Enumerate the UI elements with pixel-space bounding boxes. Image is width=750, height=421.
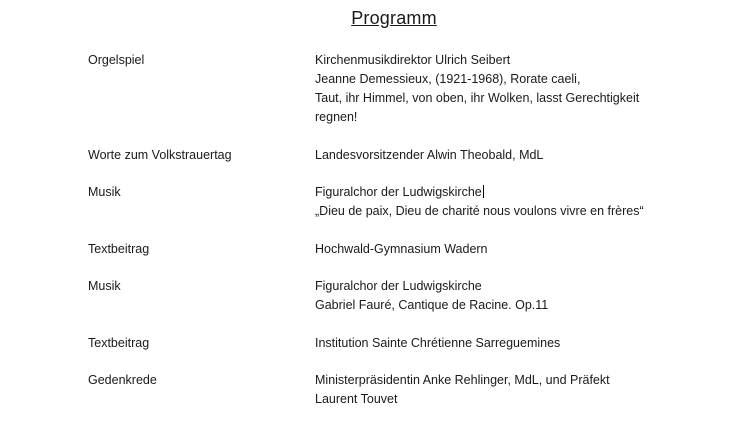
row-label: Musik <box>88 279 121 293</box>
content-line: Figuralchor der Ludwigskirche <box>315 185 482 199</box>
content-line: Institution Sainte Chrétienne Sarreguemines <box>315 336 561 350</box>
row-content <box>315 51 735 127</box>
row-content <box>315 371 735 409</box>
row-label: Worte zum Volkstrauertag <box>88 148 232 162</box>
title-text: Programm <box>351 8 437 28</box>
row-label: Textbeitrag <box>88 242 150 256</box>
text-cursor <box>483 185 484 198</box>
content-line: Kirchenmusikdirektor Ulrich Seibert <box>315 53 511 67</box>
content-line: Figuralchor der Ludwigskirche <box>315 279 482 293</box>
content-line: regnen! <box>315 110 358 124</box>
page-title <box>0 8 750 29</box>
row-content <box>315 146 735 165</box>
content-line: Laurent Touvet <box>315 392 398 406</box>
row-content <box>315 334 735 353</box>
row-content <box>315 240 735 259</box>
content-line: Taut, ihr Himmel, von oben, ihr Wolken, lasst Gerechtigkeit <box>315 91 640 105</box>
row-label: Musik <box>88 185 121 199</box>
content-line: Jeanne Demessieux, (1921-1968), Rorate caeli, <box>315 72 581 86</box>
row-label: Textbeitrag <box>88 336 150 350</box>
content-line: Ministerpräsidentin Anke Rehlinger, MdL, und Präfekt <box>315 373 610 387</box>
content-line: Gabriel Fauré, Cantique de Racine. Op.11 <box>315 298 549 312</box>
row-label: Orgelspiel <box>88 53 145 67</box>
content-line: „Dieu de paix, Dieu de charité nous voulons vivre en frères“ <box>315 204 644 218</box>
row-label: Gedenkrede <box>88 373 157 387</box>
row-content <box>315 277 735 315</box>
row-content <box>315 183 735 221</box>
content-line: Landesvorsitzender Alwin Theobald, MdL <box>315 148 544 162</box>
content-line: Hochwald-Gymnasium Wadern <box>315 242 488 256</box>
